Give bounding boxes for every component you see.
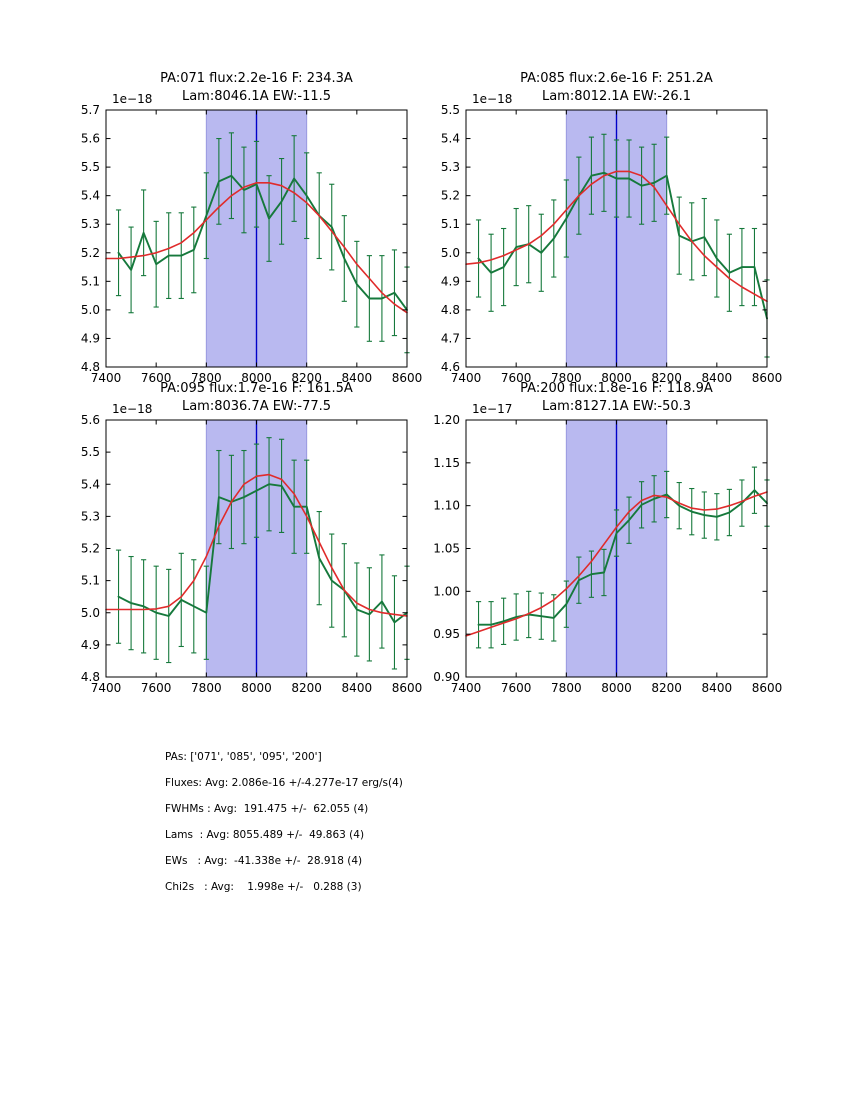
y-tick-label: 4.8 (80, 360, 100, 374)
y-tick-label: 0.90 (433, 670, 460, 684)
x-tick-label: 7400 (90, 681, 122, 695)
subplot-2-title-line2: Lam:8012.1A EW:-26.1 (541, 88, 692, 104)
x-tick-label: 7600 (140, 681, 172, 695)
subplot-1-canvas (66, 100, 426, 400)
subplot-3-title-line1: PA:095 flux:1.7e-16 F: 161.5A (160, 381, 353, 396)
x-tick-label: 8200 (291, 681, 322, 695)
subplot-1-title-line1: PA:071 flux:2.2e-16 F: 234.3A (160, 71, 353, 86)
subplot-3-offset-label: 1e−18 (112, 402, 153, 416)
summary-block (165, 744, 403, 900)
y-tick-label: 5.4 (80, 188, 100, 203)
y-tick-label: 5.5 (440, 103, 460, 117)
subplot-2-offset-label: 1e−18 (472, 92, 513, 106)
y-tick-label: 5.3 (80, 217, 100, 232)
y-tick-label: 5.3 (440, 160, 460, 175)
subplot-4-title-line2: Lam:8127.1A EW:-50.3 (541, 398, 692, 414)
y-tick-label: 4.8 (440, 302, 460, 317)
x-tick-label: 7800 (551, 681, 582, 695)
y-tick-label: 5.2 (80, 541, 100, 556)
y-tick-label: 4.9 (80, 637, 100, 652)
x-tick-label: 8400 (341, 681, 373, 695)
y-tick-label: 5.1 (440, 217, 460, 232)
x-tick-label: 8600 (751, 681, 783, 695)
summary-line-pas: PAs: ['071', '085', '095', '200'] (165, 751, 322, 763)
summary-line-lams: Lams : Avg: 8055.489 +/- 49.863 (4) (165, 829, 365, 841)
x-tick-label: 8000 (601, 681, 632, 695)
y-tick-label: 5.1 (80, 573, 100, 588)
subplot-2-canvas (426, 100, 786, 400)
y-tick-label: 5.2 (80, 245, 100, 260)
x-tick-label: 7600 (140, 371, 172, 385)
x-tick-label: 7800 (191, 371, 222, 385)
y-tick-label: 1.10 (433, 498, 460, 513)
x-tick-label: 8200 (291, 371, 322, 385)
y-tick-label: 4.8 (80, 670, 100, 684)
subplot-1-title-line2: Lam:8046.1A EW:-11.5 (181, 88, 332, 104)
x-tick-label: 7400 (450, 681, 482, 695)
summary-line-ews: EWs : Avg: -41.338e +/- 28.918 (4) (165, 855, 363, 867)
x-tick-label: 8400 (701, 681, 733, 695)
y-tick-label: 5.7 (80, 103, 100, 117)
x-tick-label: 8000 (241, 371, 272, 385)
y-tick-label: 5.5 (80, 445, 100, 460)
x-tick-label: 8000 (241, 681, 272, 695)
x-tick-label: 7600 (500, 371, 532, 385)
x-tick-label: 8200 (651, 681, 682, 695)
x-tick-label: 7800 (551, 371, 582, 385)
y-tick-label: 5.2 (440, 188, 460, 203)
y-tick-label: 5.6 (80, 413, 100, 427)
x-tick-label: 8600 (391, 371, 423, 385)
summary-line-fwhms: FWHMs : Avg: 191.475 +/- 62.055 (4) (165, 803, 369, 815)
summary-line-chi2s: Chi2s : Avg: 1.998e +/- 0.288 (3) (165, 881, 362, 893)
subplot-4-offset-label: 1e−17 (472, 402, 513, 416)
x-tick-label: 7400 (90, 371, 122, 385)
y-tick-label: 5.5 (80, 160, 100, 175)
y-tick-label: 5.3 (80, 509, 100, 524)
y-tick-label: 1.05 (433, 541, 460, 556)
summary-line-fluxes: Fluxes: Avg: 2.086e-16 +/-4.277e-17 erg/s(4) (165, 777, 403, 789)
y-tick-label: 5.0 (440, 245, 460, 260)
x-tick-label: 8200 (651, 371, 682, 385)
subplot-3-canvas (66, 410, 426, 710)
y-tick-label: 4.7 (440, 331, 460, 346)
x-tick-label: 8400 (701, 371, 733, 385)
subplot-3-title-line2: Lam:8036.7A EW:-77.5 (181, 398, 332, 414)
subplot-2-title-line1: PA:085 flux:2.6e-16 F: 251.2A (520, 71, 713, 86)
y-tick-label: 5.6 (80, 131, 100, 146)
y-tick-label: 0.95 (433, 627, 460, 642)
y-tick-label: 5.0 (80, 302, 100, 317)
x-tick-label: 7400 (450, 371, 482, 385)
subplot-4-canvas (426, 410, 786, 710)
x-tick-label: 7800 (191, 681, 222, 695)
y-tick-label: 4.9 (440, 274, 460, 289)
subplot-4-title-line1: PA:200 flux:1.8e-16 F: 118.9A (520, 381, 713, 396)
x-tick-label: 8600 (391, 681, 423, 695)
y-tick-label: 1.00 (433, 584, 460, 599)
y-tick-label: 4.9 (80, 331, 100, 346)
x-tick-label: 8400 (341, 371, 373, 385)
y-tick-label: 5.4 (80, 477, 100, 492)
subplot-1-offset-label: 1e−18 (112, 92, 153, 106)
y-tick-label: 1.15 (433, 455, 460, 470)
y-tick-label: 5.4 (440, 131, 460, 146)
x-tick-label: 8600 (751, 371, 783, 385)
y-tick-label: 1.20 (433, 413, 460, 427)
x-tick-label: 7600 (500, 681, 532, 695)
x-tick-label: 8000 (601, 371, 632, 385)
y-tick-label: 5.0 (80, 605, 100, 620)
y-tick-label: 5.1 (80, 274, 100, 289)
y-tick-label: 4.6 (440, 360, 460, 374)
